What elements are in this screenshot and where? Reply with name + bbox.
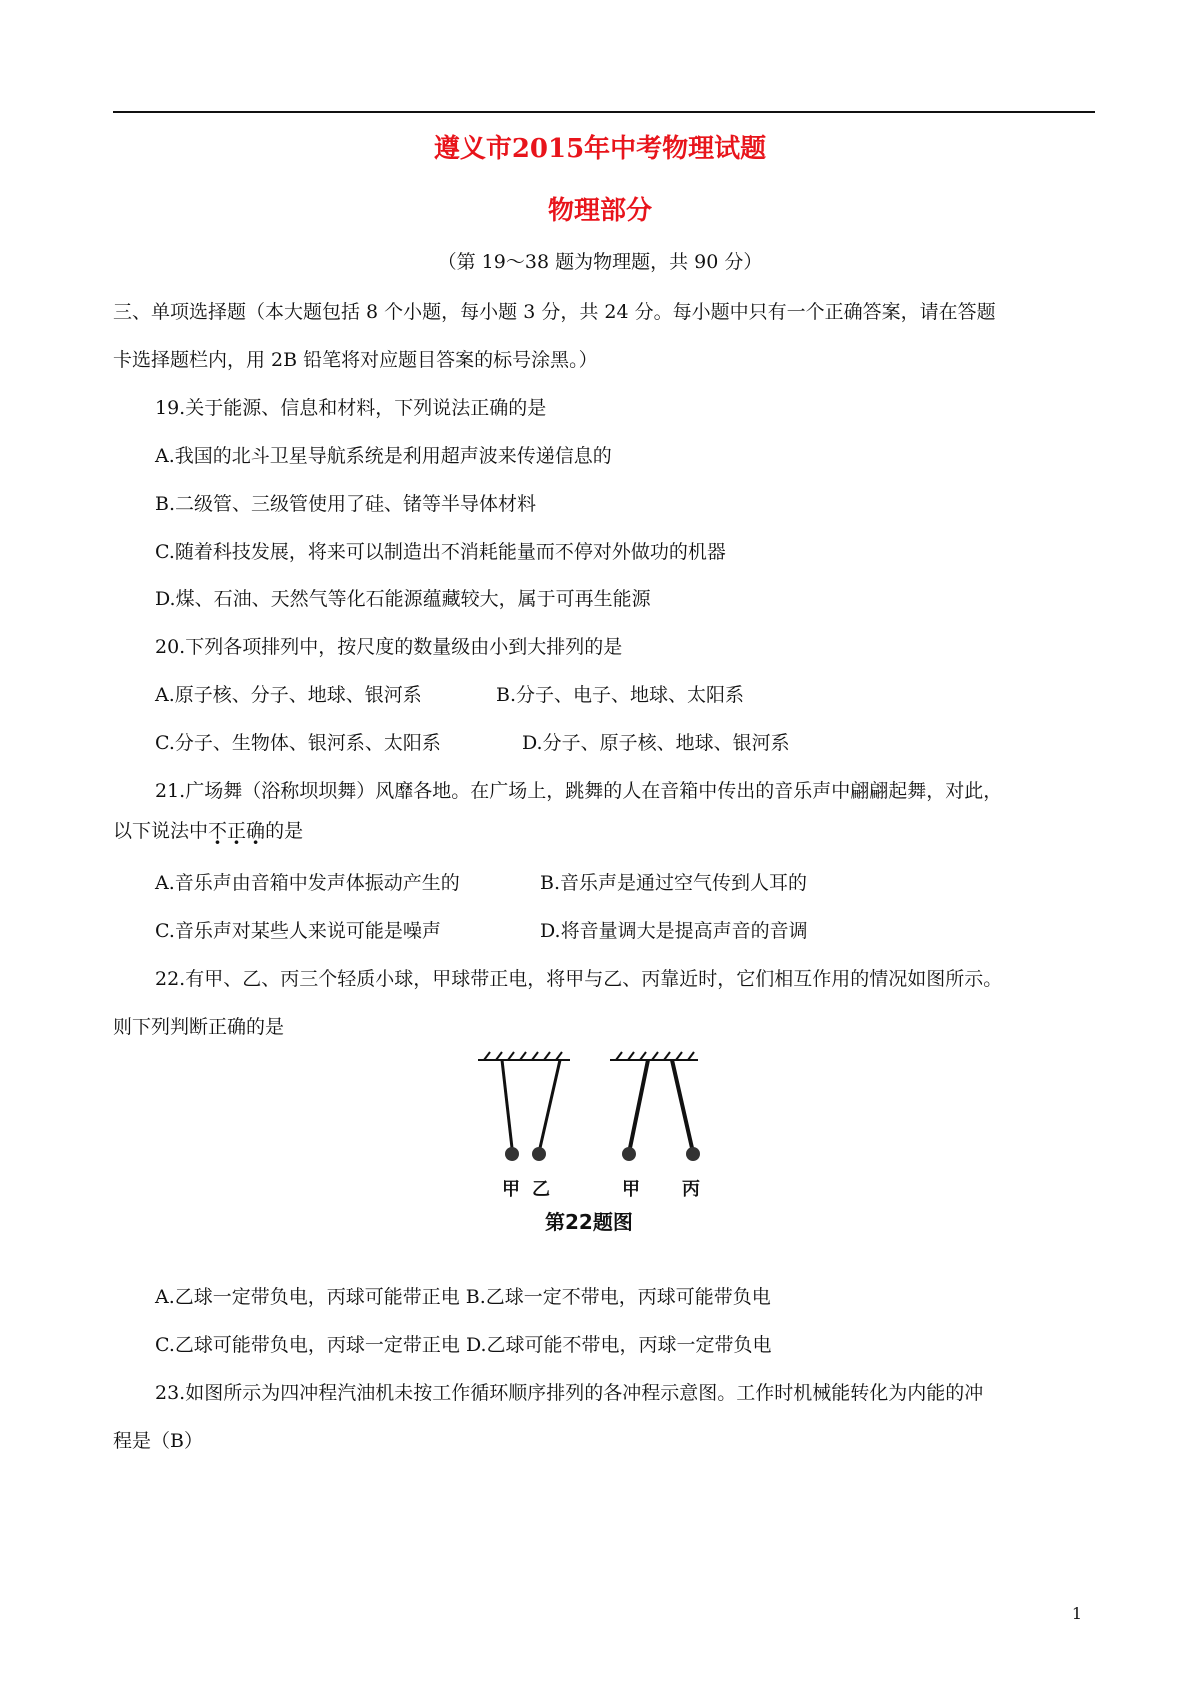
string-yi xyxy=(540,1060,560,1148)
label-jia-right: 甲 xyxy=(622,1179,640,1200)
q21-option-d: D.将音量调大是提高声音的音调 xyxy=(540,920,808,942)
q21-stem-post: 的是 xyxy=(265,820,304,842)
q19-option-b: B.二级管、三级管使用了硅、锗等半导体材料 xyxy=(155,493,537,515)
pendulum-diagram xyxy=(470,1040,730,1260)
q20-option-d: D.分子、原子核、地球、银河系 xyxy=(522,732,790,754)
q21-stem-line2 xyxy=(113,817,303,845)
string-jia-right xyxy=(630,1060,648,1148)
exam-subtitle: 物理部分 xyxy=(547,196,652,226)
q19-option-c: C.随着科技发展，将来可以制造出不消耗能量而不停对外做功的机器 xyxy=(155,541,726,563)
section-instructions-line2: 卡选择题栏内，用 2B 铅笔将对应题目答案的标号涂黑。） xyxy=(113,349,598,371)
q21-option-b: B.音乐声是通过空气传到人耳的 xyxy=(540,872,808,894)
q21-stem-pre: 以下说法中 xyxy=(113,820,209,842)
header-rule xyxy=(113,111,1095,113)
q20-stem: 20.下列各项排列中，按尺度的数量级由小到大排列的是 xyxy=(155,636,623,658)
ball-jia-left xyxy=(505,1147,519,1161)
q21-emphasis-char-1: 不 xyxy=(208,820,228,842)
q22-stem-line1: 22.有甲、乙、丙三个轻质小球，甲球带正电，将甲与乙、丙靠近时，它们相互作用的情况如图所示。 xyxy=(155,968,1003,990)
q20-option-b: B.分子、电子、地球、太阳系 xyxy=(496,684,745,706)
q21-option-c: C.音乐声对某些人来说可能是噪声 xyxy=(155,920,441,942)
q22-figure xyxy=(470,1040,730,1260)
exam-title: 遵义市2015年中考物理试题 xyxy=(433,134,767,164)
q22-options-ab: A.乙球一定带负电，丙球可能带正电 B.乙球一定不带电，丙球可能带负电 xyxy=(155,1286,771,1308)
q20-option-c: C.分子、生物体、银河系、太阳系 xyxy=(155,732,441,754)
q21-emphasis-char-2: 正 xyxy=(227,820,247,842)
ball-jia-right xyxy=(622,1147,636,1161)
q23-stem-line2: 程是（B） xyxy=(113,1430,203,1452)
figure-caption: 第22题图 xyxy=(545,1210,633,1234)
section-note: （第 19～38 题为物理题，共 90 分） xyxy=(437,251,763,273)
section-instructions-line1: 三、单项选择题（本大题包括 8 个小题，每小题 3 分，共 24 分。每小题中只有一个正确答案，请在答题 xyxy=(113,301,996,323)
label-bing: 丙 xyxy=(682,1179,700,1200)
q19-option-d: D.煤、石油、天然气等化石能源蕴藏较大，属于可再生能源 xyxy=(155,588,651,610)
string-bing xyxy=(672,1060,692,1148)
q22-stem-line2: 则下列判断正确的是 xyxy=(113,1016,285,1038)
q22-options-cd: C.乙球可能带负电，丙球一定带正电 D.乙球可能不带电，丙球一定带负电 xyxy=(155,1334,772,1356)
ball-yi xyxy=(532,1147,546,1161)
ball-bing xyxy=(686,1147,700,1161)
left-ceiling xyxy=(478,1052,570,1060)
right-ceiling xyxy=(610,1052,698,1060)
q19-stem: 19.关于能源、信息和材料，下列说法正确的是 xyxy=(155,397,547,419)
q21-stem-line1: 21.广场舞（浴称坝坝舞）风靡各地。在广场上，跳舞的人在音箱中传出的音乐声中翩翩起舞，对此， xyxy=(155,780,1003,802)
q23-stem-line1: 23.如图所示为四冲程汽油机未按工作循环顺序排列的各冲程示意图。工作时机械能转化为内能的冲 xyxy=(155,1382,984,1404)
q19-option-a: A.我国的北斗卫星导航系统是利用超声波来传递信息的 xyxy=(155,445,612,467)
q21-option-a: A.音乐声由音箱中发声体振动产生的 xyxy=(155,872,460,894)
q20-option-a: A.原子核、分子、地球、银河系 xyxy=(155,684,422,706)
label-yi: 乙 xyxy=(532,1179,550,1200)
label-jia-left: 甲 xyxy=(502,1179,520,1200)
string-jia-left xyxy=(502,1060,512,1148)
q21-emphasis-char-3: 确 xyxy=(246,820,266,842)
page-number: 1 xyxy=(1071,1604,1082,1623)
